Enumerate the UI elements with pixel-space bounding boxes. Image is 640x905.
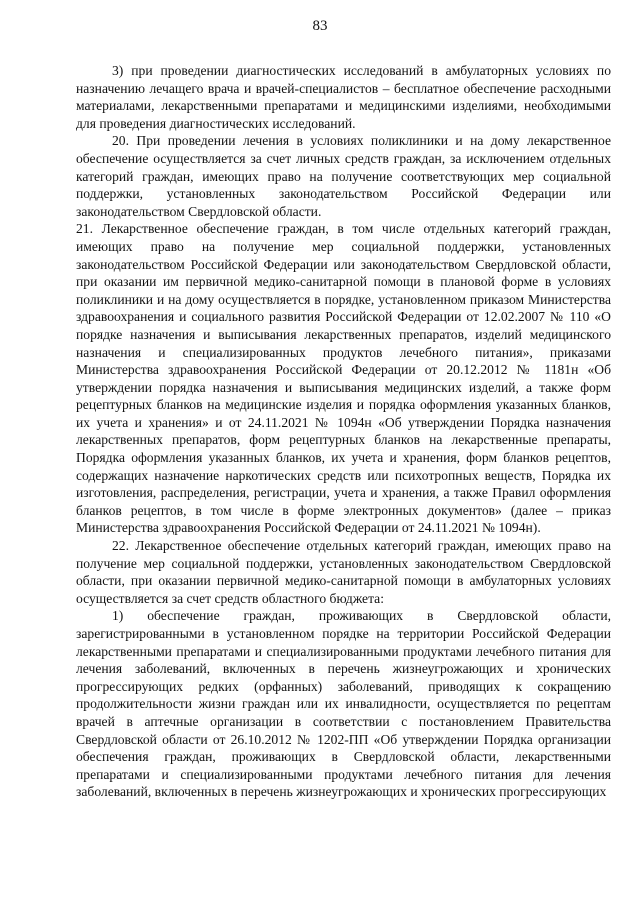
paragraph-22: 22. Лекарственное обеспечение отдельных категорий граждан, имеющих право на получение мер социальной поддержки, установленных законодательством Свердловской области, при оказании первичной медико-санитарной помощи в амбулаторных условиях осуществляется за счет средств областного бюджета: bbox=[76, 538, 611, 606]
paragraph-20: 20. При проведении лечения в условиях поликлиники и на дому лекарственное обеспечение осуществляется за счет личных средств граждан, за исключением отдельных категорий граждан, имеющих право на получение соответствующих мер социальной поддержки, установленных законодательством Российской Федерации или законодательством Свердловской области. bbox=[76, 133, 611, 219]
paragraph-21: 21. Лекарственное обеспечение граждан, в том числе отдельных категорий граждан, имеющих право на получение мер социальной поддержки, установленных законодательством Российской Федерации или законодательством Свердловской области, при оказании им первичной медико-санитарной помощи в плановой форме в условиях поликлиники и на дому осуществляется в порядке, установленном приказом Министерства здравоохранения и социального развития Российской Федерации от 12.02.2007 № 110 «О порядке назначения и выписывания лекарственных препаратов, изделий медицинского назначения и специализированных продуктов лечебного питания», приказами Министерства здравоохранения Российской Федерации от 20.12.2012 № 1181н «Об утверждении порядка назначения и выписывания медицинских изделий, а также форм рецептурных бланков на медицинские изделия и порядка оформления указанных бланков, их учета и хранения» и от 24.11.2021 № 1094н «Об утверждении Порядка назначения лекарственных препаратов, форм рецептурных бланков на лекарственные препараты, Порядка оформления указанных бланков, их учета и хранения, форм бланков рецептов, содержащих назначение наркотических средств или психотропных веществ, Порядка их изготовления, распределения, регистрации, учета и хранения, а также Правил оформления бланков рецептов, в том числе в форме электронных документов» (далее – приказ Министерства здравоохранения Российской Федерации от 24.11.2021 № 1094н). bbox=[76, 221, 611, 536]
page-number: 83 bbox=[312, 18, 328, 34]
paragraph-item-3: 3) при проведении диагностических исследований в амбулаторных условиях по назначению лечащего врача и врачей-специалистов – бесплатное обеспечение расходными материалами, лекарственными препаратами и медицинскими изделиями, необходимыми для проведения диагностических исследований. bbox=[76, 63, 611, 131]
document-body bbox=[76, 62, 611, 801]
paragraph-22-item-1: 1) обеспечение граждан, проживающих в Свердловской области, зарегистрированными в установленном порядке на территории Российской Федерации лекарственными препаратами и специализированными продуктами лечебного питания для лечения заболеваний, включенных в перечень жизнеугрожающих и хронических прогрессирующих редких (орфанных) заболеваний, приводящих к сокращению продолжительности жизни граждан или их инвалидности, осуществляется по рецептам врачей в аптечные организации в соответствии с постановлением Правительства Свердловской области от 26.10.2012 № 1202-ПП «Об утверждении Порядка организации обеспечения граждан, проживающих в Свердловской области, лекарственными препаратами и специализированными продуктами лечебного питания для лечения заболеваний, включенных в перечень жизнеугрожающих и хронических прогрессирующих bbox=[76, 608, 611, 800]
